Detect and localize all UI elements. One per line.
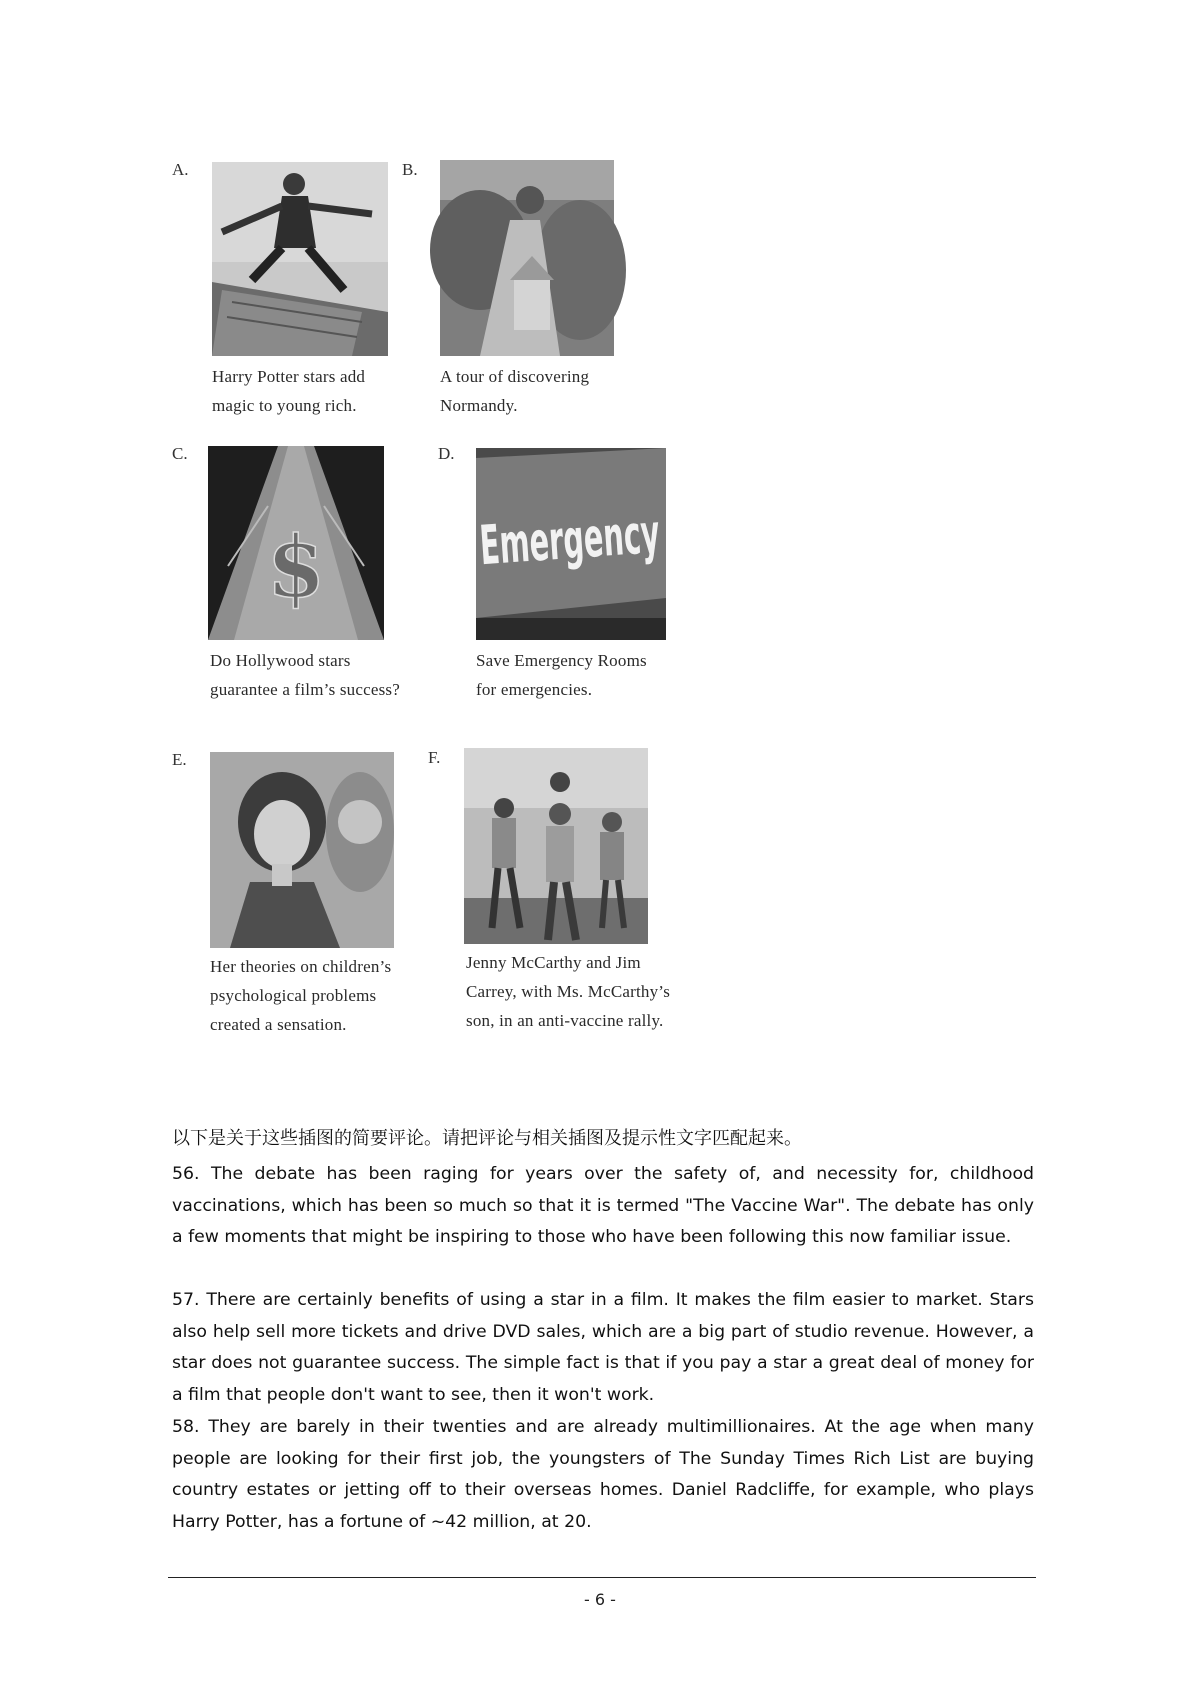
page-number: - 6 - — [584, 1590, 616, 1609]
option-b-photo — [440, 160, 614, 356]
option-d-letter: D. — [438, 444, 455, 463]
footer-rule — [168, 1577, 1036, 1578]
option-f-caption — [466, 948, 670, 1035]
paragraph-number: 58. — [172, 1417, 209, 1437]
caption-line: son, in an anti-vaccine rally. — [466, 1011, 664, 1030]
option-c-photo — [208, 446, 384, 640]
option-c-caption — [210, 646, 400, 704]
option-e-letter: E. — [172, 750, 187, 769]
caption-line: Save Emergency Rooms — [476, 651, 647, 670]
option-d-caption — [476, 646, 647, 704]
paragraph-text: There are certainly benefits of using a star in a film. It makes the film easier to market. Stars also help sell more tickets and drive DVD sales, which are a big part of studio revenue. However, a star does not guarantee success. The simple fact is that if you pay a star a great deal of money for a film that people don't want to see, then it won't work. — [172, 1290, 1034, 1405]
option-e-photo — [210, 752, 394, 948]
option-a-letter: A. — [172, 160, 189, 179]
option-b-caption — [440, 362, 589, 420]
caption-line: Carrey, with Ms. McCarthy’s — [466, 982, 671, 1001]
paragraph-58 — [172, 1412, 1034, 1538]
option-f-photo — [464, 748, 648, 944]
caption-line: Harry Potter stars add — [212, 367, 366, 386]
paragraph-57 — [172, 1285, 1034, 1411]
paragraph-56 — [172, 1159, 1034, 1254]
caption-line: Her theories on children’s — [210, 957, 392, 976]
option-e-caption — [210, 952, 391, 1039]
option-a-caption — [212, 362, 365, 420]
option-b-letter: B. — [402, 160, 418, 179]
caption-line: psychological problems — [210, 986, 377, 1005]
svg-text:$: $ — [266, 517, 326, 616]
paragraph-number: 57. — [172, 1290, 207, 1310]
caption-line: Jenny McCarthy and Jim — [466, 953, 641, 972]
option-f-letter: F. — [428, 748, 441, 767]
option-c-letter: C. — [172, 444, 188, 463]
caption-line: magic to young rich. — [212, 396, 357, 415]
caption-line: Do Hollywood stars — [210, 651, 351, 670]
paragraph-number: 56. — [172, 1164, 211, 1184]
caption-line: created a sensation. — [210, 1015, 347, 1034]
caption-line: guarantee a film’s success? — [210, 680, 400, 699]
emergency-sign-text: Emergency — [477, 490, 819, 578]
caption-line: Normandy. — [440, 396, 518, 415]
instruction-text: 以下是关于这些插图的简要评论。请把评论与相关插图及提示性文字匹配起来。 — [172, 1128, 802, 1149]
paragraph-text: The debate has been raging for years over the safety of, and necessity for, childhood vaccinations, which has been so much so that it is termed "The Vaccine War". The debate has only a few moments that might be inspiring to those who have been following this now familiar issue. — [172, 1164, 1034, 1247]
caption-line: for emergencies. — [476, 680, 593, 699]
paragraph-text: They are barely in their twenties and are already multimillionaires. At the age when many people are looking for their first job, the youngsters of The Sunday Times Rich List are buying country estates or jetting off to their overseas homes. Daniel Radcliffe, for example, who plays Harry Potter, has a fortune of ~42 million, at 20. — [172, 1417, 1034, 1532]
caption-line: A tour of discovering — [440, 367, 590, 386]
option-a-photo — [212, 162, 388, 356]
option-d-photo — [476, 448, 819, 640]
